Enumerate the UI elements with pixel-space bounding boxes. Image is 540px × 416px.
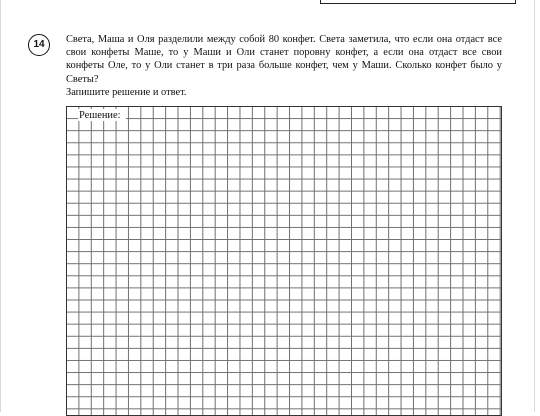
task-instruction: Запишите решение и ответ. [66, 87, 187, 98]
task-statement: Света, Маша и Оля разделили между собой 80 конфет. Света заметила, что если она отдаст все свои конфеты Маше, то у Маши и Оли станет поровну конфет, а если она отдаст все свои конфеты Оле, то у Оли станет в три раза больше конфет, чем у Маши. Сколько конфет было у Светы? [66, 34, 502, 85]
task-number-badge: 14 [28, 34, 50, 56]
solution-grid[interactable] [66, 106, 502, 416]
answer-box-top [320, 0, 516, 4]
page-edge-left [0, 0, 1, 412]
page-edge-right [534, 0, 535, 412]
solution-label: Решение: [78, 109, 126, 121]
